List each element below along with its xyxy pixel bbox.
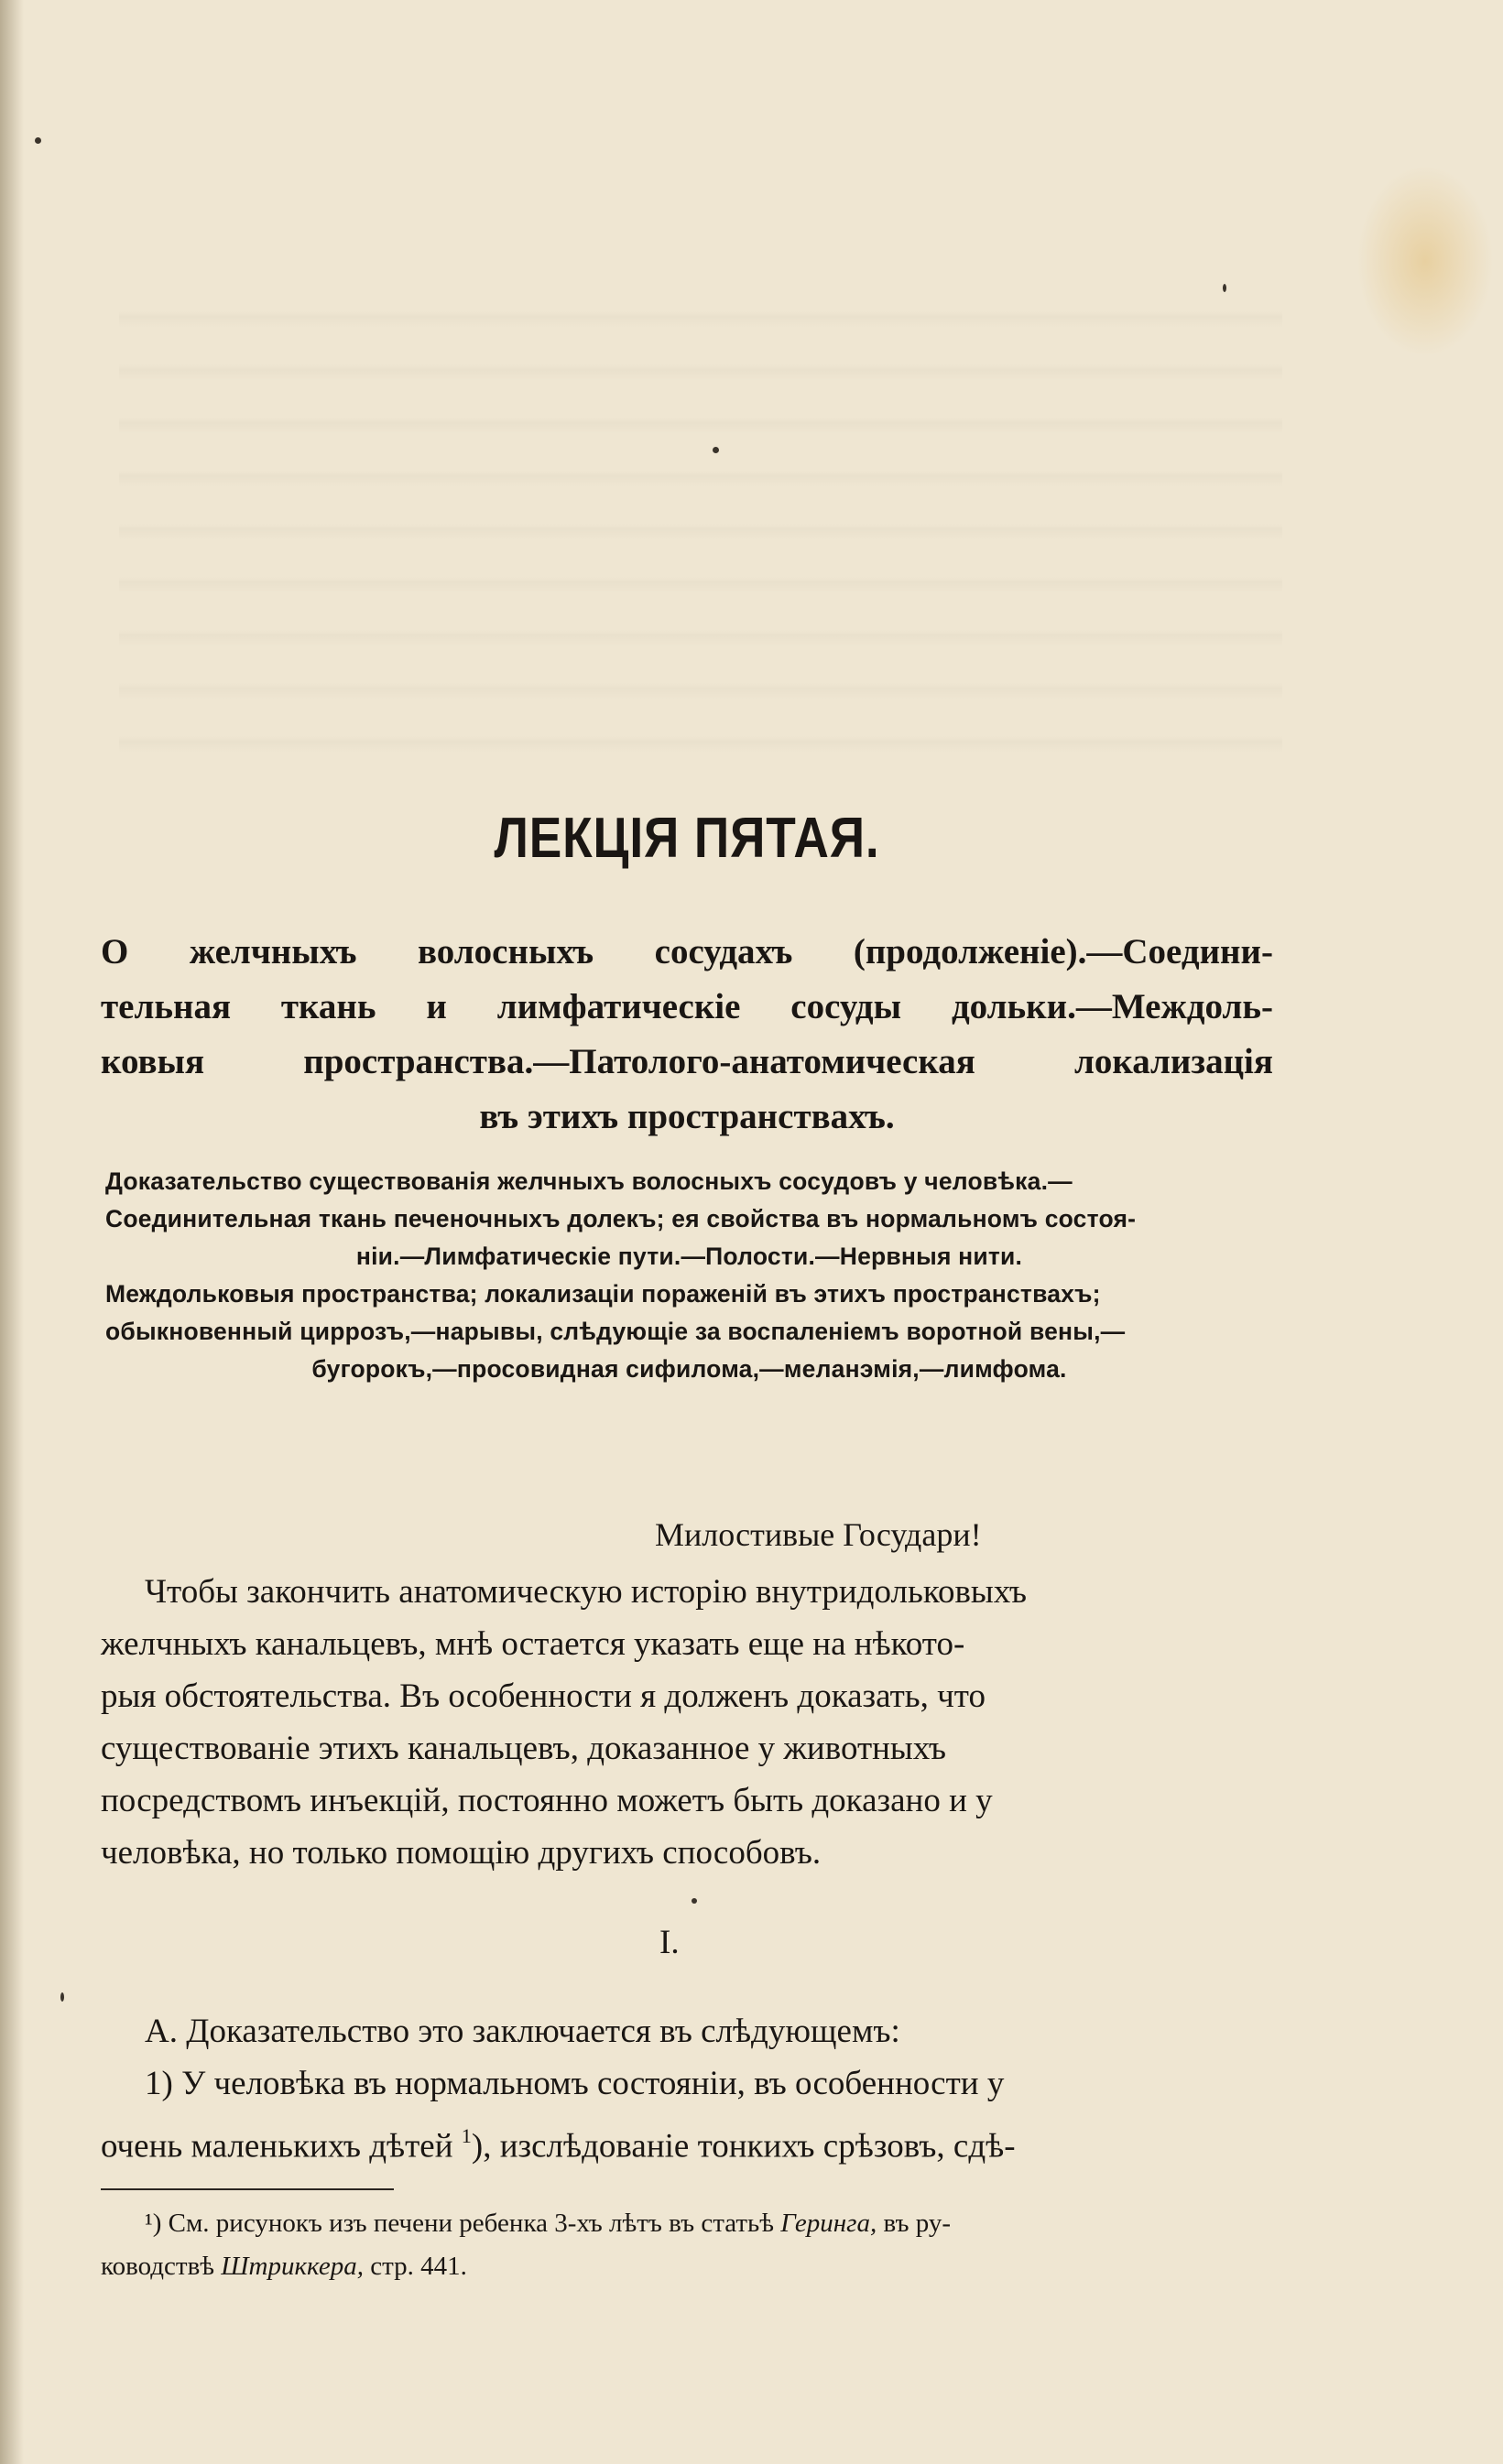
- word: пространства.—Патолого-анатомическая: [303, 1042, 975, 1081]
- footnote-line: [101, 2202, 1273, 2245]
- lecture-title: ЛЕКЦІЯ ПЯТАЯ.: [494, 807, 880, 870]
- bleed-through-text: [119, 275, 1282, 787]
- ink-speck: [35, 137, 41, 144]
- footnote-marker: ¹): [145, 2209, 162, 2238]
- summary-line: обыкновенный циррозъ,—нарывы, слѣдующіе за воспаленіемъ воротной вены,—: [105, 1318, 1126, 1345]
- ink-speck: [713, 447, 719, 453]
- point-a-line: [101, 2110, 1273, 2173]
- footnote-text: См. рисунокъ изъ печени ребенка 3-хъ лѣтъ въ статьѣ: [161, 2209, 781, 2238]
- word: сосуды: [790, 987, 902, 1026]
- summary-line: Междольковыя пространства; локализаціи пораженій въ этихъ пространствахъ;: [105, 1280, 1101, 1308]
- footnote-text: стр. 441.: [364, 2252, 467, 2281]
- subtitle-line: [101, 925, 1273, 980]
- point-a-line: А. Доказательство это заключается въ слѣдующемъ:: [145, 2013, 900, 2050]
- point-a-text: ), изслѣдованіе тонкихъ срѣзовъ, сдѣ-: [471, 2127, 1016, 2165]
- body-line: существованіе этихъ канальцевъ, доказанное у животныхъ: [101, 1730, 947, 1767]
- word: сосудахъ: [654, 932, 793, 971]
- body-paragraph: [101, 1566, 1273, 1879]
- point-a-paragraph: [101, 2005, 1273, 2173]
- word: О: [101, 932, 129, 971]
- footnote-line: [101, 2245, 1273, 2288]
- summary-line: бугорокъ,—просовидная сифилома,—меланэмія,—лимфома.: [311, 1355, 1067, 1383]
- subtitle-line: [101, 980, 1273, 1035]
- ink-speck: [692, 1898, 697, 1904]
- footnote-reference[interactable]: 1: [461, 2124, 472, 2147]
- subtitle-line: въ этихъ пространствахъ.: [479, 1097, 895, 1136]
- lecture-subtitle: [101, 925, 1273, 1145]
- word: дольки.—Междоль-: [951, 987, 1273, 1026]
- word: тельная: [101, 987, 232, 1026]
- lecture-summary: [105, 1163, 1273, 1388]
- ink-speck: [60, 1992, 64, 2002]
- summary-line: Доказательство существованія желчныхъ волосныхъ сосудовъ у человѣка.—: [105, 1167, 1073, 1195]
- point-a-line: 1) У человѣка въ нормальномъ состояніи, въ особенности у: [145, 2065, 1005, 2102]
- footnote-text: ководствѣ: [101, 2252, 222, 2281]
- summary-line: Соединительная ткань печеночныхъ долекъ; ея свойства въ нормальномъ состоя-: [105, 1205, 1137, 1232]
- footnote-author: Геринга,: [780, 2209, 877, 2238]
- word: волосныхъ: [418, 932, 594, 971]
- footnote-divider: [101, 2188, 394, 2190]
- subtitle-line: [101, 1035, 1273, 1090]
- word: и: [426, 987, 447, 1026]
- ink-speck: [1223, 284, 1226, 292]
- word: желчныхъ: [189, 932, 357, 971]
- paper-stain: [1356, 165, 1494, 357]
- section-number: I.: [659, 1924, 680, 1961]
- word: локализація: [1073, 1042, 1273, 1081]
- page-edge-shadow: [0, 0, 24, 2464]
- summary-line: ніи.—Лимфатическіе пути.—Полости.—Нервныя нити.: [355, 1243, 1023, 1270]
- greeting: Милостивые Государи!: [655, 1516, 982, 1553]
- footnote-text: въ ру-: [877, 2209, 951, 2238]
- word: лимфатическіе: [496, 987, 741, 1026]
- body-line: рыя обстоятельства. Въ особенности я долженъ доказать, что: [101, 1677, 986, 1715]
- word: (продолженіе).—Соедини-: [853, 932, 1273, 971]
- body-line: посредствомъ инъекцій, постоянно можетъ быть доказано и у: [101, 1782, 993, 1819]
- body-line: желчныхъ канальцевъ, мнѣ остается указать еще на нѣкото-: [101, 1625, 965, 1663]
- body-line: человѣка, но только помощію другихъ способовъ.: [101, 1834, 822, 1872]
- word: ковыя: [101, 1042, 205, 1081]
- word: ткань: [280, 987, 376, 1026]
- footnote-author: Штриккера,: [221, 2252, 364, 2281]
- body-line: Чтобы закончить анатомическую исторію внутридольковыхъ: [145, 1573, 1027, 1611]
- point-a-text: очень маленькихъ дѣтей: [101, 2127, 462, 2165]
- footnote: [101, 2202, 1273, 2288]
